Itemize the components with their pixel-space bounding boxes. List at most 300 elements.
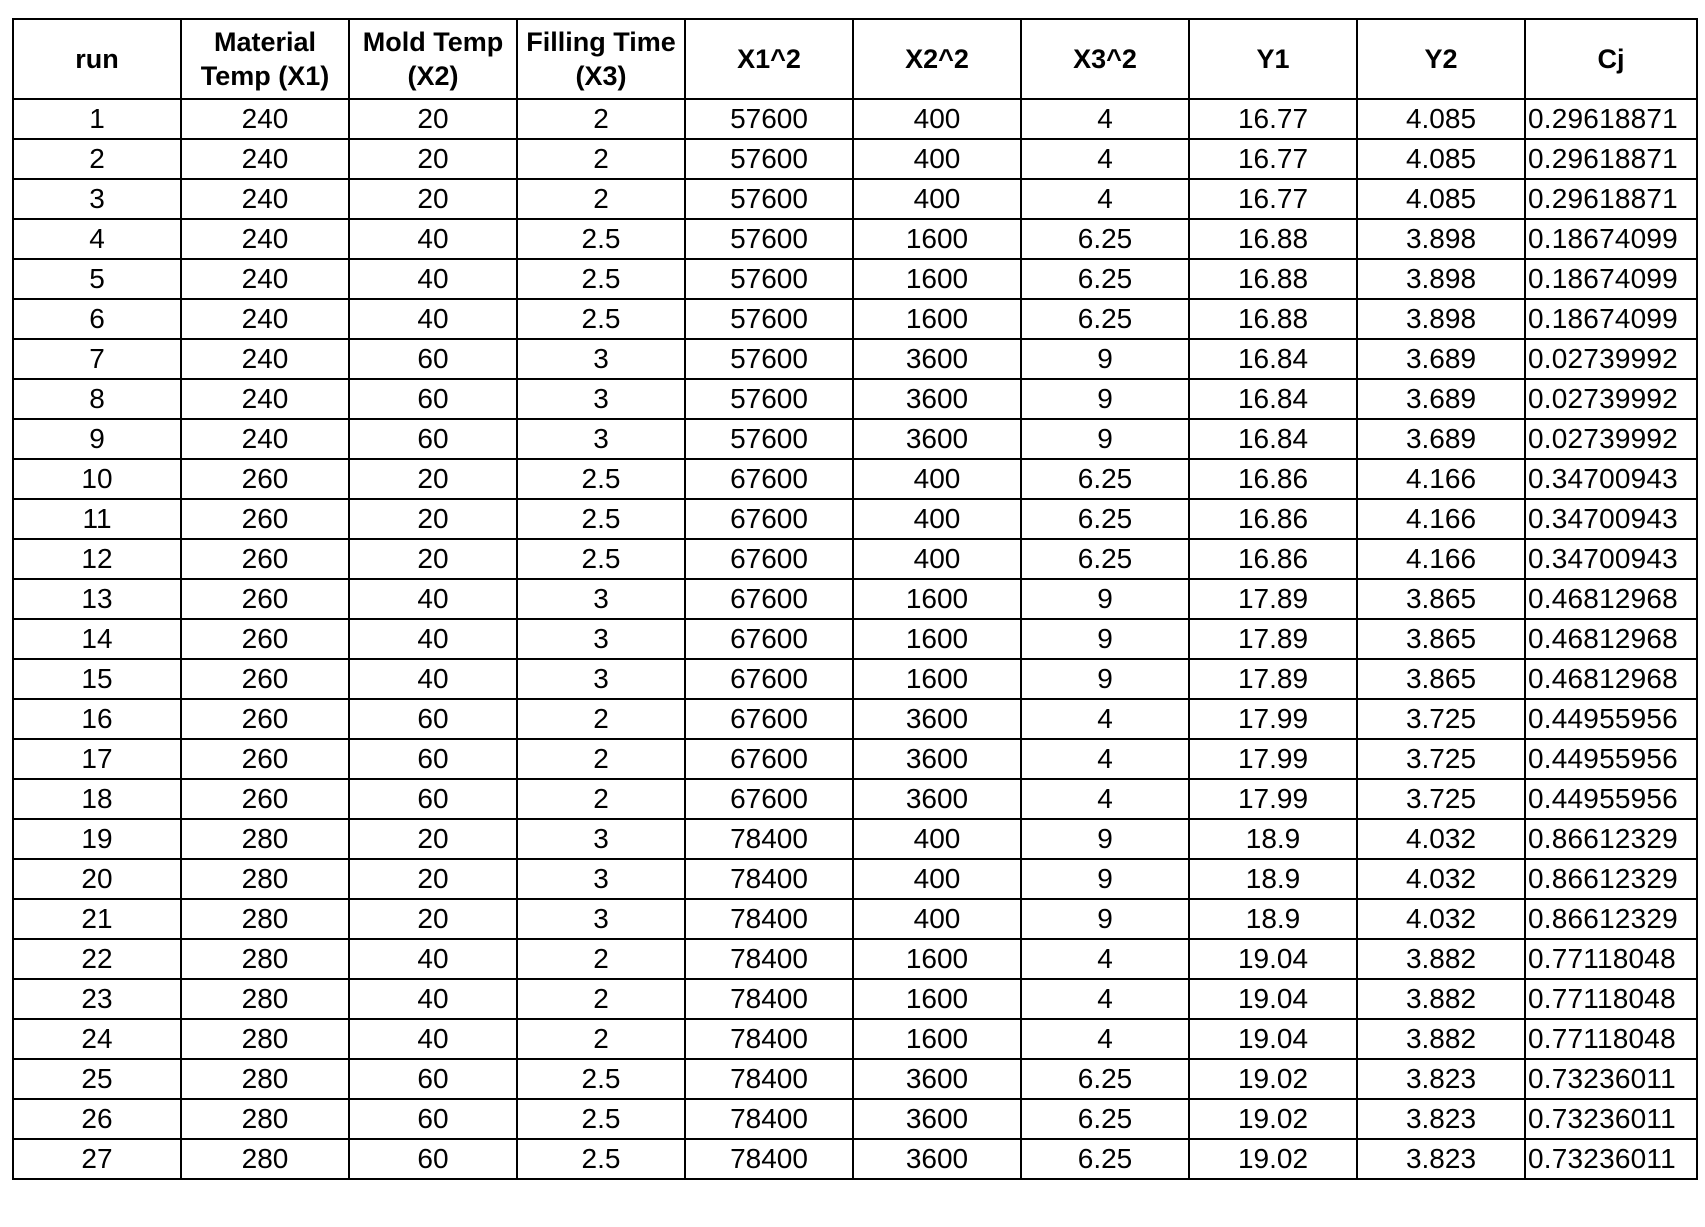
cell-y1: 19.04 xyxy=(1189,979,1357,1019)
table-row xyxy=(13,939,1697,979)
cell-run: 11 xyxy=(13,499,181,539)
cell-x3-squared: 9 xyxy=(1021,419,1189,459)
cell-material-temp: 280 xyxy=(181,859,349,899)
table-row xyxy=(13,299,1697,339)
cell-y2: 4.166 xyxy=(1357,459,1525,499)
table-body xyxy=(13,99,1697,1179)
cell-x2-squared: 1600 xyxy=(853,259,1021,299)
cell-mold-temp: 40 xyxy=(349,579,517,619)
cell-cj: 0.29618871 xyxy=(1525,139,1697,179)
cell-x3-squared: 9 xyxy=(1021,659,1189,699)
cell-run: 3 xyxy=(13,179,181,219)
cell-material-temp: 260 xyxy=(181,459,349,499)
cell-cj: 0.02739992 xyxy=(1525,339,1697,379)
cell-x3-squared: 4 xyxy=(1021,739,1189,779)
cell-x1-squared: 78400 xyxy=(685,1019,853,1059)
cell-material-temp: 240 xyxy=(181,339,349,379)
cell-mold-temp: 20 xyxy=(349,819,517,859)
cell-x1-squared: 67600 xyxy=(685,619,853,659)
cell-filling-time: 2 xyxy=(517,939,685,979)
cell-cj: 0.73236011 xyxy=(1525,1099,1697,1139)
cell-material-temp: 240 xyxy=(181,219,349,259)
cell-x2-squared: 3600 xyxy=(853,1099,1021,1139)
table-row xyxy=(13,379,1697,419)
cell-y2: 3.882 xyxy=(1357,979,1525,1019)
cell-cj: 0.44955956 xyxy=(1525,779,1697,819)
cell-cj: 0.18674099 xyxy=(1525,259,1697,299)
cell-filling-time: 3 xyxy=(517,659,685,699)
cell-x2-squared: 400 xyxy=(853,899,1021,939)
cell-x3-squared: 9 xyxy=(1021,339,1189,379)
cell-x1-squared: 78400 xyxy=(685,979,853,1019)
header-x1-squared: X1^2 xyxy=(685,19,853,99)
header-y1: Y1 xyxy=(1189,19,1357,99)
cell-cj: 0.34700943 xyxy=(1525,459,1697,499)
cell-material-temp: 240 xyxy=(181,419,349,459)
cell-filling-time: 2.5 xyxy=(517,1139,685,1179)
cell-x1-squared: 78400 xyxy=(685,1059,853,1099)
cell-y2: 3.689 xyxy=(1357,419,1525,459)
cell-x3-squared: 6.25 xyxy=(1021,1059,1189,1099)
cell-material-temp: 240 xyxy=(181,379,349,419)
cell-mold-temp: 40 xyxy=(349,979,517,1019)
cell-x3-squared: 9 xyxy=(1021,859,1189,899)
cell-x1-squared: 57600 xyxy=(685,179,853,219)
table-row xyxy=(13,659,1697,699)
cell-mold-temp: 40 xyxy=(349,939,517,979)
cell-x3-squared: 9 xyxy=(1021,619,1189,659)
cell-filling-time: 2 xyxy=(517,699,685,739)
cell-x2-squared: 1600 xyxy=(853,619,1021,659)
cell-x1-squared: 67600 xyxy=(685,779,853,819)
cell-material-temp: 240 xyxy=(181,99,349,139)
table-row xyxy=(13,1019,1697,1059)
cell-material-temp: 280 xyxy=(181,939,349,979)
cell-y1: 17.89 xyxy=(1189,659,1357,699)
cell-cj: 0.34700943 xyxy=(1525,539,1697,579)
cell-x2-squared: 3600 xyxy=(853,739,1021,779)
table-row xyxy=(13,499,1697,539)
cell-mold-temp: 20 xyxy=(349,99,517,139)
cell-cj: 0.46812968 xyxy=(1525,579,1697,619)
cell-x2-squared: 1600 xyxy=(853,299,1021,339)
cell-filling-time: 2.5 xyxy=(517,299,685,339)
cell-run: 24 xyxy=(13,1019,181,1059)
cell-x2-squared: 1600 xyxy=(853,1019,1021,1059)
cell-run: 23 xyxy=(13,979,181,1019)
header-x2-squared: X2^2 xyxy=(853,19,1021,99)
cell-x3-squared: 4 xyxy=(1021,99,1189,139)
table-row xyxy=(13,579,1697,619)
cell-filling-time: 3 xyxy=(517,859,685,899)
cell-mold-temp: 40 xyxy=(349,659,517,699)
cell-mold-temp: 40 xyxy=(349,619,517,659)
cell-material-temp: 240 xyxy=(181,299,349,339)
header-run: run xyxy=(13,19,181,99)
cell-x1-squared: 57600 xyxy=(685,219,853,259)
table-row xyxy=(13,539,1697,579)
cell-cj: 0.02739992 xyxy=(1525,379,1697,419)
cell-y2: 4.166 xyxy=(1357,499,1525,539)
cell-mold-temp: 20 xyxy=(349,179,517,219)
cell-material-temp: 280 xyxy=(181,1059,349,1099)
cell-y2: 3.725 xyxy=(1357,699,1525,739)
cell-cj: 0.73236011 xyxy=(1525,1139,1697,1179)
cell-material-temp: 260 xyxy=(181,779,349,819)
cell-filling-time: 2.5 xyxy=(517,499,685,539)
cell-material-temp: 280 xyxy=(181,899,349,939)
cell-x3-squared: 4 xyxy=(1021,179,1189,219)
cell-mold-temp: 60 xyxy=(349,339,517,379)
cell-y1: 16.77 xyxy=(1189,139,1357,179)
cell-x1-squared: 57600 xyxy=(685,339,853,379)
cell-x2-squared: 400 xyxy=(853,499,1021,539)
cell-filling-time: 3 xyxy=(517,339,685,379)
header-mold-temp: Mold Temp (X2) xyxy=(349,19,517,99)
cell-x3-squared: 6.25 xyxy=(1021,459,1189,499)
cell-y2: 4.085 xyxy=(1357,139,1525,179)
cell-y1: 16.77 xyxy=(1189,99,1357,139)
cell-mold-temp: 60 xyxy=(349,419,517,459)
table-header xyxy=(13,19,1697,99)
cell-cj: 0.29618871 xyxy=(1525,179,1697,219)
cell-x2-squared: 3600 xyxy=(853,379,1021,419)
cell-x2-squared: 3600 xyxy=(853,1059,1021,1099)
cell-mold-temp: 20 xyxy=(349,459,517,499)
cell-y1: 16.86 xyxy=(1189,539,1357,579)
header-x3-squared: X3^2 xyxy=(1021,19,1189,99)
cell-x1-squared: 57600 xyxy=(685,259,853,299)
cell-mold-temp: 60 xyxy=(349,379,517,419)
cell-mold-temp: 20 xyxy=(349,539,517,579)
cell-run: 7 xyxy=(13,339,181,379)
cell-material-temp: 240 xyxy=(181,259,349,299)
header-y2: Y2 xyxy=(1357,19,1525,99)
cell-run: 16 xyxy=(13,699,181,739)
cell-material-temp: 260 xyxy=(181,659,349,699)
cell-x1-squared: 57600 xyxy=(685,139,853,179)
header-cj: Cj xyxy=(1525,19,1697,99)
cell-x3-squared: 4 xyxy=(1021,779,1189,819)
cell-x1-squared: 78400 xyxy=(685,859,853,899)
cell-x2-squared: 400 xyxy=(853,179,1021,219)
cell-run: 4 xyxy=(13,219,181,259)
cell-x1-squared: 78400 xyxy=(685,819,853,859)
cell-material-temp: 280 xyxy=(181,1099,349,1139)
cell-y1: 16.84 xyxy=(1189,419,1357,459)
cell-y2: 3.882 xyxy=(1357,1019,1525,1059)
table-row xyxy=(13,419,1697,459)
cell-cj: 0.77118048 xyxy=(1525,939,1697,979)
header-filling-time: Filling Time (X3) xyxy=(517,19,685,99)
cell-filling-time: 3 xyxy=(517,419,685,459)
cell-cj: 0.73236011 xyxy=(1525,1059,1697,1099)
cell-x1-squared: 78400 xyxy=(685,939,853,979)
table-row xyxy=(13,619,1697,659)
cell-mold-temp: 40 xyxy=(349,259,517,299)
cell-x3-squared: 6.25 xyxy=(1021,259,1189,299)
cell-run: 17 xyxy=(13,739,181,779)
cell-material-temp: 260 xyxy=(181,699,349,739)
cell-y1: 19.02 xyxy=(1189,1059,1357,1099)
cell-y2: 3.823 xyxy=(1357,1139,1525,1179)
cell-y1: 16.88 xyxy=(1189,259,1357,299)
cell-y2: 4.085 xyxy=(1357,99,1525,139)
cell-x1-squared: 78400 xyxy=(685,1099,853,1139)
cell-material-temp: 240 xyxy=(181,179,349,219)
cell-y2: 3.898 xyxy=(1357,299,1525,339)
cell-run: 13 xyxy=(13,579,181,619)
cell-y1: 16.88 xyxy=(1189,219,1357,259)
cell-material-temp: 280 xyxy=(181,1019,349,1059)
cell-x2-squared: 1600 xyxy=(853,219,1021,259)
cell-y2: 4.166 xyxy=(1357,539,1525,579)
cell-y2: 3.725 xyxy=(1357,779,1525,819)
data-table xyxy=(12,18,1698,1180)
cell-filling-time: 2 xyxy=(517,739,685,779)
cell-y2: 4.032 xyxy=(1357,859,1525,899)
cell-x3-squared: 6.25 xyxy=(1021,539,1189,579)
cell-material-temp: 280 xyxy=(181,979,349,1019)
cell-x2-squared: 400 xyxy=(853,459,1021,499)
cell-filling-time: 2 xyxy=(517,1019,685,1059)
cell-filling-time: 2.5 xyxy=(517,459,685,499)
cell-cj: 0.86612329 xyxy=(1525,859,1697,899)
table-row xyxy=(13,179,1697,219)
cell-y2: 3.689 xyxy=(1357,379,1525,419)
cell-x3-squared: 4 xyxy=(1021,939,1189,979)
cell-cj: 0.86612329 xyxy=(1525,899,1697,939)
cell-x2-squared: 400 xyxy=(853,139,1021,179)
cell-mold-temp: 40 xyxy=(349,219,517,259)
cell-mold-temp: 40 xyxy=(349,299,517,339)
cell-x3-squared: 4 xyxy=(1021,139,1189,179)
cell-y2: 4.032 xyxy=(1357,819,1525,859)
cell-run: 2 xyxy=(13,139,181,179)
table-row xyxy=(13,779,1697,819)
cell-x3-squared: 6.25 xyxy=(1021,1099,1189,1139)
table-row xyxy=(13,339,1697,379)
cell-x2-squared: 3600 xyxy=(853,779,1021,819)
cell-x1-squared: 67600 xyxy=(685,499,853,539)
cell-material-temp: 260 xyxy=(181,499,349,539)
cell-y2: 3.898 xyxy=(1357,219,1525,259)
cell-y2: 3.898 xyxy=(1357,259,1525,299)
cell-x1-squared: 67600 xyxy=(685,659,853,699)
table-row xyxy=(13,739,1697,779)
cell-cj: 0.86612329 xyxy=(1525,819,1697,859)
table-row xyxy=(13,139,1697,179)
cell-cj: 0.18674099 xyxy=(1525,299,1697,339)
cell-x2-squared: 1600 xyxy=(853,579,1021,619)
cell-mold-temp: 60 xyxy=(349,699,517,739)
table-row xyxy=(13,1099,1697,1139)
cell-filling-time: 2 xyxy=(517,979,685,1019)
cell-mold-temp: 20 xyxy=(349,139,517,179)
cell-cj: 0.34700943 xyxy=(1525,499,1697,539)
cell-x2-squared: 400 xyxy=(853,819,1021,859)
cell-cj: 0.44955956 xyxy=(1525,739,1697,779)
cell-y1: 17.99 xyxy=(1189,739,1357,779)
cell-filling-time: 2.5 xyxy=(517,1059,685,1099)
header-material-temp: Material Temp (X1) xyxy=(181,19,349,99)
cell-material-temp: 260 xyxy=(181,739,349,779)
cell-y1: 16.84 xyxy=(1189,379,1357,419)
cell-x1-squared: 67600 xyxy=(685,539,853,579)
cell-y1: 19.02 xyxy=(1189,1139,1357,1179)
cell-x2-squared: 400 xyxy=(853,859,1021,899)
cell-material-temp: 240 xyxy=(181,139,349,179)
cell-y1: 18.9 xyxy=(1189,819,1357,859)
cell-mold-temp: 60 xyxy=(349,1139,517,1179)
cell-y1: 16.86 xyxy=(1189,459,1357,499)
table-row xyxy=(13,859,1697,899)
table-row xyxy=(13,699,1697,739)
cell-x1-squared: 57600 xyxy=(685,419,853,459)
table-row xyxy=(13,259,1697,299)
cell-filling-time: 2.5 xyxy=(517,1099,685,1139)
cell-y2: 3.689 xyxy=(1357,339,1525,379)
cell-filling-time: 2 xyxy=(517,779,685,819)
cell-y1: 18.9 xyxy=(1189,899,1357,939)
table-row xyxy=(13,979,1697,1019)
cell-x2-squared: 1600 xyxy=(853,979,1021,1019)
cell-run: 26 xyxy=(13,1099,181,1139)
cell-y2: 3.865 xyxy=(1357,619,1525,659)
cell-run: 22 xyxy=(13,939,181,979)
cell-mold-temp: 20 xyxy=(349,499,517,539)
cell-cj: 0.29618871 xyxy=(1525,99,1697,139)
cell-x3-squared: 4 xyxy=(1021,1019,1189,1059)
cell-y1: 17.89 xyxy=(1189,579,1357,619)
cell-y2: 3.865 xyxy=(1357,579,1525,619)
cell-x1-squared: 67600 xyxy=(685,459,853,499)
cell-x3-squared: 9 xyxy=(1021,899,1189,939)
cell-run: 9 xyxy=(13,419,181,459)
cell-x1-squared: 78400 xyxy=(685,899,853,939)
cell-filling-time: 3 xyxy=(517,379,685,419)
cell-x1-squared: 67600 xyxy=(685,579,853,619)
cell-filling-time: 2.5 xyxy=(517,219,685,259)
cell-x3-squared: 4 xyxy=(1021,979,1189,1019)
cell-run: 25 xyxy=(13,1059,181,1099)
cell-cj: 0.77118048 xyxy=(1525,979,1697,1019)
cell-y2: 3.865 xyxy=(1357,659,1525,699)
cell-y1: 16.86 xyxy=(1189,499,1357,539)
cell-x1-squared: 57600 xyxy=(685,299,853,339)
cell-x2-squared: 3600 xyxy=(853,419,1021,459)
cell-filling-time: 2 xyxy=(517,99,685,139)
cell-cj: 0.44955956 xyxy=(1525,699,1697,739)
table-row xyxy=(13,219,1697,259)
cell-y1: 16.88 xyxy=(1189,299,1357,339)
cell-x2-squared: 400 xyxy=(853,99,1021,139)
cell-run: 12 xyxy=(13,539,181,579)
cell-y2: 3.882 xyxy=(1357,939,1525,979)
cell-filling-time: 3 xyxy=(517,899,685,939)
cell-y1: 16.84 xyxy=(1189,339,1357,379)
cell-mold-temp: 40 xyxy=(349,1019,517,1059)
cell-run: 1 xyxy=(13,99,181,139)
table-row xyxy=(13,1059,1697,1099)
cell-run: 8 xyxy=(13,379,181,419)
cell-run: 6 xyxy=(13,299,181,339)
cell-y2: 3.823 xyxy=(1357,1099,1525,1139)
cell-y2: 4.085 xyxy=(1357,179,1525,219)
cell-x3-squared: 9 xyxy=(1021,819,1189,859)
cell-x3-squared: 6.25 xyxy=(1021,1139,1189,1179)
cell-run: 19 xyxy=(13,819,181,859)
table-row xyxy=(13,459,1697,499)
cell-cj: 0.46812968 xyxy=(1525,619,1697,659)
cell-x2-squared: 1600 xyxy=(853,939,1021,979)
cell-material-temp: 280 xyxy=(181,1139,349,1179)
cell-cj: 0.02739992 xyxy=(1525,419,1697,459)
cell-run: 14 xyxy=(13,619,181,659)
cell-x1-squared: 67600 xyxy=(685,699,853,739)
cell-mold-temp: 60 xyxy=(349,1099,517,1139)
cell-cj: 0.77118048 xyxy=(1525,1019,1697,1059)
cell-mold-temp: 60 xyxy=(349,1059,517,1099)
cell-cj: 0.18674099 xyxy=(1525,219,1697,259)
cell-y2: 4.032 xyxy=(1357,899,1525,939)
cell-y2: 3.725 xyxy=(1357,739,1525,779)
cell-run: 5 xyxy=(13,259,181,299)
cell-filling-time: 3 xyxy=(517,579,685,619)
cell-material-temp: 260 xyxy=(181,579,349,619)
cell-filling-time: 3 xyxy=(517,619,685,659)
cell-y1: 19.02 xyxy=(1189,1099,1357,1139)
cell-x3-squared: 9 xyxy=(1021,579,1189,619)
cell-filling-time: 2 xyxy=(517,139,685,179)
cell-y1: 17.99 xyxy=(1189,779,1357,819)
cell-x1-squared: 78400 xyxy=(685,1139,853,1179)
cell-run: 15 xyxy=(13,659,181,699)
cell-x3-squared: 6.25 xyxy=(1021,219,1189,259)
cell-run: 10 xyxy=(13,459,181,499)
cell-filling-time: 3 xyxy=(517,819,685,859)
table-row xyxy=(13,1139,1697,1179)
cell-cj: 0.46812968 xyxy=(1525,659,1697,699)
cell-run: 20 xyxy=(13,859,181,899)
cell-y1: 19.04 xyxy=(1189,1019,1357,1059)
table-row xyxy=(13,819,1697,859)
cell-filling-time: 2 xyxy=(517,179,685,219)
cell-y1: 17.99 xyxy=(1189,699,1357,739)
cell-y1: 19.04 xyxy=(1189,939,1357,979)
cell-x2-squared: 400 xyxy=(853,539,1021,579)
cell-x1-squared: 67600 xyxy=(685,739,853,779)
cell-x3-squared: 4 xyxy=(1021,699,1189,739)
cell-filling-time: 2.5 xyxy=(517,259,685,299)
cell-mold-temp: 60 xyxy=(349,779,517,819)
cell-run: 18 xyxy=(13,779,181,819)
cell-x2-squared: 3600 xyxy=(853,699,1021,739)
cell-y1: 18.9 xyxy=(1189,859,1357,899)
cell-material-temp: 260 xyxy=(181,619,349,659)
cell-filling-time: 2.5 xyxy=(517,539,685,579)
cell-mold-temp: 60 xyxy=(349,739,517,779)
cell-material-temp: 260 xyxy=(181,539,349,579)
cell-y1: 16.77 xyxy=(1189,179,1357,219)
table-row xyxy=(13,899,1697,939)
cell-x2-squared: 1600 xyxy=(853,659,1021,699)
cell-run: 21 xyxy=(13,899,181,939)
cell-mold-temp: 20 xyxy=(349,899,517,939)
cell-x1-squared: 57600 xyxy=(685,99,853,139)
cell-x3-squared: 6.25 xyxy=(1021,499,1189,539)
cell-run: 27 xyxy=(13,1139,181,1179)
